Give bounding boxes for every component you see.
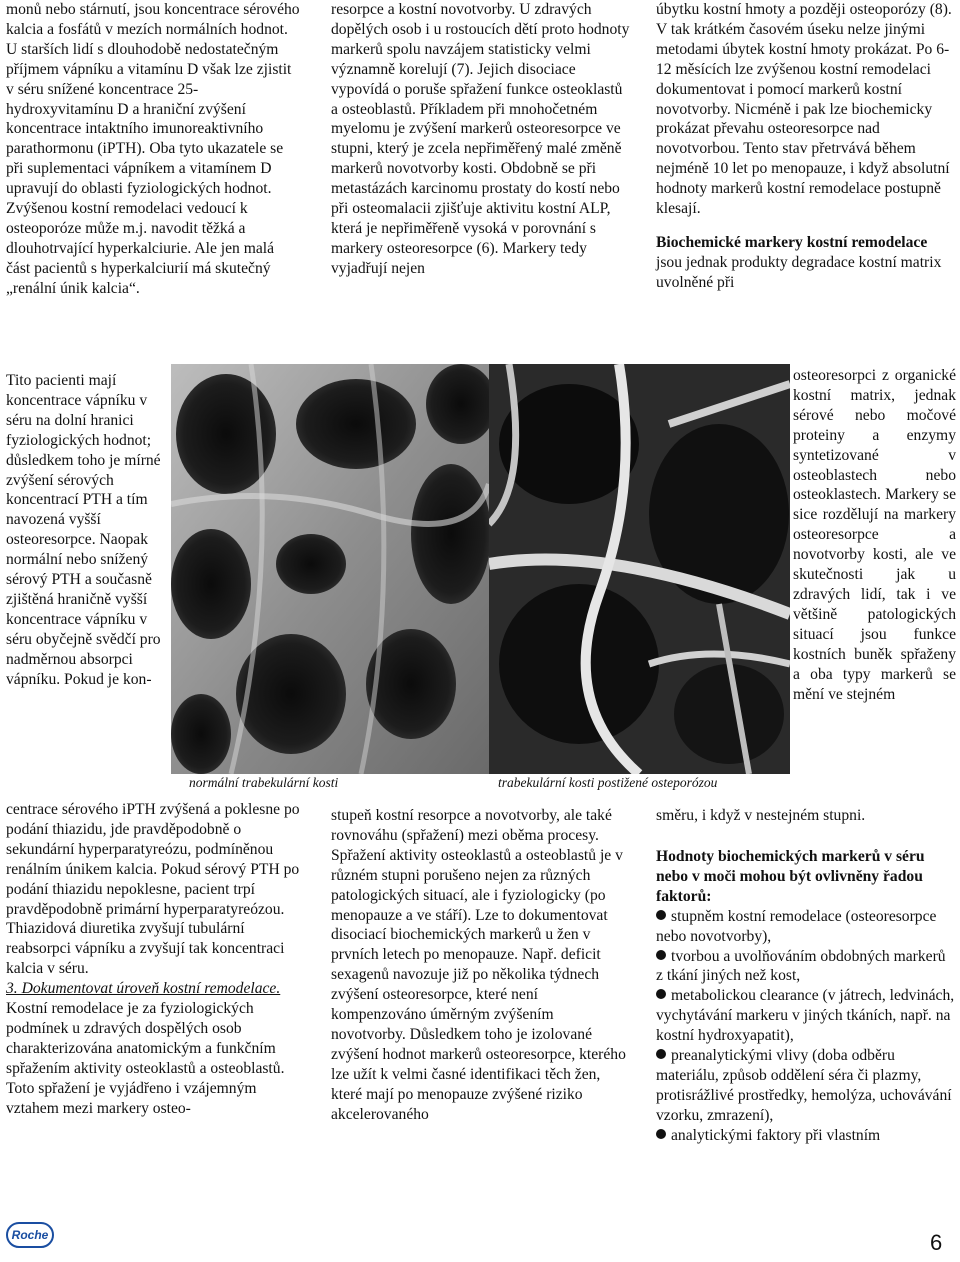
- markery-heading: Biochemické markery kostní remodelace: [656, 233, 928, 251]
- caption-normal-bone: normální trabekulární kosti: [189, 775, 339, 790]
- mid-paragraph: resorpce a kostní novotvorby. U zdravých dopělých osob i u rostoucích dětí proto hodnoty markerů spolu navzájem statisticky velmi významně korelují (7). Jejich disociace vypovídá o poruše spřažení funkce osteoklastů a osteoblastů. Příkladem při mnohočetném myelomu je zvýšení markerů osteoresorpce ve stupni, který je zcela nepřiměřený malé změně markerů novotvorby kosti. Obdobně se při metastázách karcinomu prostaty do kostí nebo při osteomalacii zjišťuje aktivitu kostní ALP, která je nepřiměřeně vysoká v porovnání s markery osteoresorpce (6). Markery tedy vyjadřují nejen: [331, 1, 630, 277]
- left-narrow-paragraph: Tito pacienti mají koncentrace vápníku v séru na dolní hranici fyziologických hodnot; důsledkem toho je mírné zvýšení sérových koncentrací PTH a tím navozená vyšší osteoresorpce. Naopak normální nebo snížený sérový PTH a současně zjištěná hraničně vyšší koncentrace vápníku v séru obyčejně svědčí pro nadměrnou absorpci vápníku. Pokud je kon-: [6, 372, 161, 688]
- osteoporotic-bone-photo: [489, 364, 790, 774]
- right-column-top: [656, 0, 956, 293]
- bullet-icon: [656, 1129, 666, 1139]
- factors-heading: Hodnoty biochemických markerů v séru nebo v moči mohou být ovlivněny řadou faktorů:: [656, 848, 925, 905]
- section-heading-remodelace: 3. Dokumentovat úroveň kostní remodelace.: [6, 980, 281, 998]
- bullet-item: tvorbou a uvolňováním obdobných markerů z tkání jiných než kost,: [656, 947, 946, 985]
- page-number: 6: [930, 1230, 943, 1255]
- caption-osteoporotic-bone: trabekulární kosti postižené osteporózou: [498, 775, 718, 790]
- left-section: [6, 979, 302, 1118]
- middle-column-top: [331, 0, 631, 279]
- right-wrap-paragraph: osteoresorpci z organické kostní matrix, jednak sérové nebo močové proteiny a enzymy syntetizované v osteoblastech nebo osteoklastech. Markery se sice rozdělují na markery osteoresorpce a novotvorby kosti, ale ve skutečnosti jak u zdravých lidí, tak i ve většině patologických situací jsou funkce kostních buněk spřaženy a oba typy markerů se mění ve stejném: [793, 367, 956, 703]
- left-column-narrow: [6, 371, 166, 690]
- right-lower-paragraph: směru, i když v nestejném stupni.: [656, 807, 866, 824]
- left-column-bottom: [6, 800, 302, 1119]
- bullet-item: analytickými faktory při vlastním: [656, 1126, 956, 1146]
- bullet-icon: [656, 950, 666, 960]
- right-column-bottom: [656, 847, 956, 1146]
- right-paragraph: úbytku kostní hmoty a později osteoporózy (8). V tak krátkém časovém úseku nelze jinými metodami úbytek kostní hmoty prokázat. Po 6-12 měsících lze zvýšenou kostní remodelaci dokumentovat i pomocí markerů kostní novotvorby. Nicméně i pak lze biochemicky prokázat převahu osteoresorpce nad novotvorbou. Tento stav přetrvává během nejméně 10 let po menopauze, i když absolutní hodnoty markerů kostní remodelace postupně klesají.: [656, 1, 952, 218]
- bullet-item: preanalytickými vlivy (doba odběru materiálu, způsob oddělení séra či plazmy, protisrážlivé prostředky, hemolýza, uchovávání vzorku, zmrazení),: [656, 1047, 952, 1124]
- bullet-icon: [656, 989, 666, 999]
- bullet-item: metabolickou clearance (v játrech, ledvinách, vychytávání markeru v jiných tkáních, např. na kostní hydroxyapatit),: [656, 987, 955, 1045]
- bullet-item: stupněm kostní remodelace (osteoresorpce nebo novotvorby),: [656, 907, 937, 945]
- right-column-wrap: [793, 366, 956, 704]
- right-column-lower: [656, 806, 956, 826]
- bullet-icon: [656, 910, 666, 920]
- section-text: Kostní remodelace je za fyziologických podmínek u zdravých dospělých osob charakterizována anatomickým a funkčním spřažením aktivity osteoklastů a osteoblastů. Toto spřažení je vyjádřeno i vzájemným vztahem mezi markery osteo-: [6, 1000, 285, 1117]
- middle-column-bottom: [331, 806, 631, 1125]
- mid-bottom-paragraph: stupeň kostní resorpce a novotvorby, ale také rovnováhu (spřažení) mezi oběma procesy. Spřažení aktivity osteoklastů a osteoblastů je v různém stupni porušeno nejen za různých patologických situací, ale i fyziologicky (po menopauze a ve stáří). Lze to dokumentovat disociací biochemických markerů u žen v prvních letech po menopauze. Např. deficit sexagenů navozuje již po několika týdnech zvýšení osteoresorpce, které není kompenzováno úměrným zvýšením novotvorby. Důsledkem toho je izolované zvýšení hodnot markerů osteoresorpce, kterého lze užít k velmi časné identifikaci těch žen, které mají po menopauze zvýšené riziko akcelerovaného: [331, 807, 626, 1123]
- left-column-top: [6, 0, 302, 299]
- logo-text: Roche: [11, 1228, 49, 1242]
- left-paragraph: monů nebo stárnutí, jsou koncentrace sérového kalcia a fosfátů v mezích normálních hodnot. U starších lidí s dlouhodobě nedostatečným příjmem vápníku a vitamínu D však lze zjistit v séru snížené koncentrace 25-hydroxyvitamínu D a hraniční zvýšení koncentrace intaktního imunoreaktivního parathormonu (iPTH). Oba tyto ukazatele se při suplementaci vápníkem a vitamínem D upravují do oblasti fyziologických hodnot. Zvýšenou kostní remodelaci vedoucí k osteoporóze může m.j. navodit těžká a dlouhotrvající hyperkalciurie. Ale jen malá část pacientů s hyperkalciurií má skutečný „renální únik kalcia“.: [6, 1, 300, 297]
- right-heading-paragraph: [656, 233, 956, 293]
- normal-bone-photo: [171, 364, 489, 774]
- roche-logo: [6, 1222, 54, 1248]
- left-bottom-paragraph: centrace sérového iPTH zvýšená a poklesne po podání thiazidu, jde pravděpodobně o sekundární hyperparatyreózu, podmíněnou renálním únikem kalcia. Pokud sérový PTH po podání thiazidu nepoklesne, pacient trpí pravděpodobně primární hyperparatyreózou. Thiazidová diuretika zvyšují tubulární reabsorpci vápníku a zvyšují tak koncentraci kalcia v séru.: [6, 801, 300, 978]
- bullet-icon: [656, 1049, 666, 1059]
- markery-heading-text: jsou jednak produkty degradace kostní matrix uvolněné při: [656, 253, 942, 291]
